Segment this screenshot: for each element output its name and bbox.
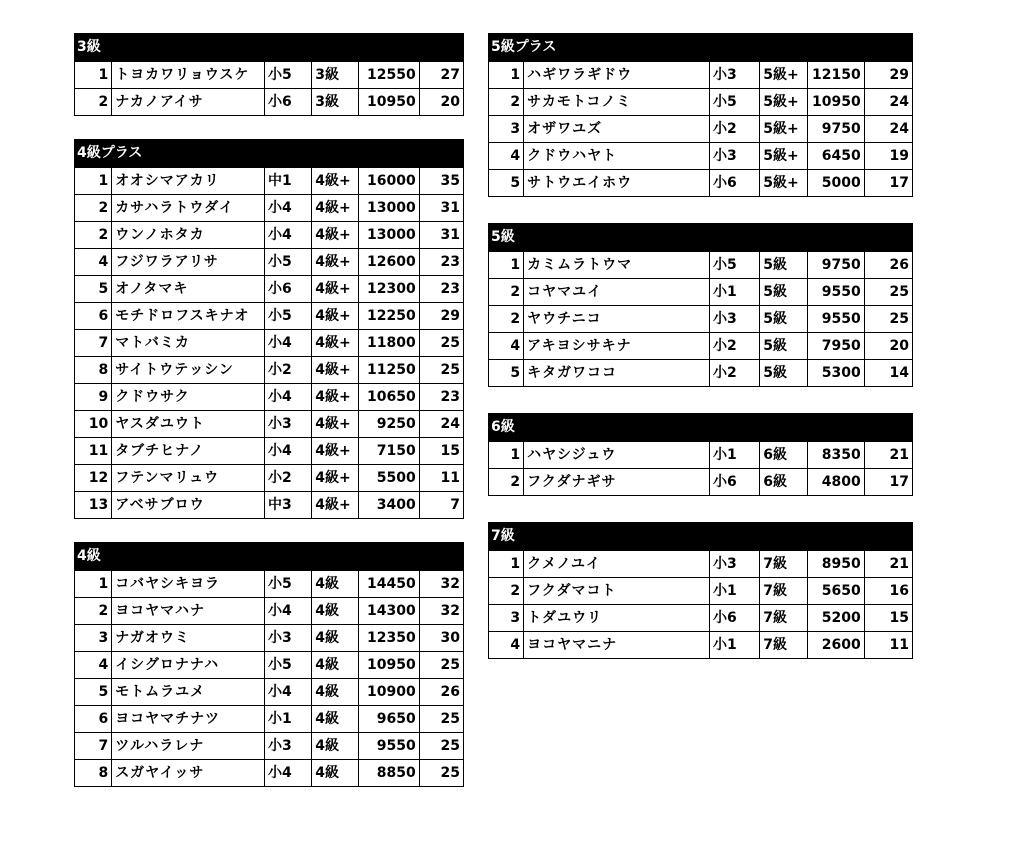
cell-name: フクダナギサ <box>524 469 710 496</box>
table-row <box>489 578 913 605</box>
cell-age: 20 <box>864 333 912 360</box>
table-row <box>489 89 913 116</box>
cell-grade: 小2 <box>710 116 760 143</box>
cell-rank: 7 <box>75 330 112 357</box>
table-row <box>75 62 464 89</box>
table-row <box>75 195 464 222</box>
cell-rank: 8 <box>75 760 112 787</box>
cell-score: 8850 <box>359 760 419 787</box>
cell-score: 10650 <box>359 384 419 411</box>
cell-rank: 1 <box>75 168 112 195</box>
cell-level: 4級 <box>312 652 359 679</box>
cell-score: 10950 <box>359 89 419 116</box>
cell-rank: 12 <box>75 465 112 492</box>
cell-age: 21 <box>864 551 912 578</box>
table-row <box>75 465 464 492</box>
cell-level: 5級 <box>760 306 808 333</box>
cell-level: 3級 <box>312 89 359 116</box>
cell-name: アキヨシサキナ <box>524 333 710 360</box>
cell-age: 25 <box>419 760 463 787</box>
cell-age: 25 <box>864 279 912 306</box>
cell-age: 32 <box>419 571 463 598</box>
cell-rank: 2 <box>75 195 112 222</box>
table-row <box>489 632 913 659</box>
cell-grade: 小6 <box>710 605 760 632</box>
cell-score: 5000 <box>808 170 864 197</box>
cell-rank: 6 <box>75 303 112 330</box>
cell-rank: 1 <box>489 551 524 578</box>
cell-grade: 小3 <box>710 551 760 578</box>
cell-score: 10950 <box>808 89 864 116</box>
cell-grade: 小4 <box>264 222 311 249</box>
cell-name: フジワラアリサ <box>112 249 265 276</box>
cell-age: 24 <box>864 89 912 116</box>
cell-level: 4級+ <box>312 384 359 411</box>
cell-level: 7級 <box>760 632 808 659</box>
cell-name: ツルハラレナ <box>112 733 265 760</box>
ranking-section <box>488 33 913 197</box>
cell-age: 25 <box>419 706 463 733</box>
section-title: 5級 <box>488 223 913 251</box>
table-row <box>75 438 464 465</box>
section-title: 4級 <box>74 542 464 570</box>
cell-name: モトムラユメ <box>112 679 265 706</box>
ranking-table <box>74 570 464 787</box>
cell-age: 35 <box>419 168 463 195</box>
cell-score: 7950 <box>808 333 864 360</box>
cell-score: 2600 <box>808 632 864 659</box>
cell-grade: 小2 <box>710 360 760 387</box>
cell-grade: 小3 <box>264 733 311 760</box>
section-title: 5級プラス <box>488 33 913 61</box>
ranking-table <box>488 251 913 387</box>
cell-rank: 2 <box>489 89 524 116</box>
table-row <box>75 222 464 249</box>
cell-rank: 1 <box>489 442 524 469</box>
cell-rank: 1 <box>75 62 112 89</box>
cell-grade: 小1 <box>710 279 760 306</box>
cell-rank: 13 <box>75 492 112 519</box>
ranking-section <box>74 139 464 519</box>
cell-age: 25 <box>419 652 463 679</box>
cell-rank: 11 <box>75 438 112 465</box>
cell-score: 3400 <box>359 492 419 519</box>
cell-level: 4級 <box>312 706 359 733</box>
cell-name: サイトウテッシン <box>112 357 265 384</box>
cell-age: 15 <box>864 605 912 632</box>
table-row <box>75 625 464 652</box>
cell-grade: 小2 <box>264 465 311 492</box>
cell-grade: 小2 <box>710 333 760 360</box>
table-row <box>489 551 913 578</box>
cell-age: 31 <box>419 195 463 222</box>
section-title: 3級 <box>74 33 464 61</box>
cell-age: 31 <box>419 222 463 249</box>
cell-name: オオシマアカリ <box>112 168 265 195</box>
cell-name: ヨコヤマチナツ <box>112 706 265 733</box>
cell-score: 13000 <box>359 195 419 222</box>
cell-name: タブチヒナノ <box>112 438 265 465</box>
cell-name: アベサブロウ <box>112 492 265 519</box>
cell-name: カミムラトウマ <box>524 252 710 279</box>
cell-rank: 3 <box>489 605 524 632</box>
cell-age: 32 <box>419 598 463 625</box>
table-row <box>75 384 464 411</box>
cell-age: 24 <box>419 411 463 438</box>
cell-rank: 3 <box>75 625 112 652</box>
cell-age: 19 <box>864 143 912 170</box>
cell-score: 12300 <box>359 276 419 303</box>
table-row <box>489 605 913 632</box>
table-row <box>489 116 913 143</box>
cell-level: 4級+ <box>312 492 359 519</box>
cell-age: 25 <box>419 330 463 357</box>
cell-name: クドウサク <box>112 384 265 411</box>
table-row <box>75 598 464 625</box>
table-row <box>75 760 464 787</box>
cell-level: 5級+ <box>760 143 808 170</box>
cell-rank: 1 <box>489 62 524 89</box>
cell-level: 5級 <box>760 279 808 306</box>
table-row <box>75 89 464 116</box>
cell-level: 5級+ <box>760 170 808 197</box>
cell-name: サトウエイホウ <box>524 170 710 197</box>
cell-rank: 8 <box>75 357 112 384</box>
table-row <box>75 706 464 733</box>
cell-rank: 2 <box>75 222 112 249</box>
cell-level: 4級 <box>312 598 359 625</box>
cell-rank: 1 <box>489 252 524 279</box>
cell-name: オノタマキ <box>112 276 265 303</box>
cell-age: 25 <box>864 306 912 333</box>
table-row <box>489 306 913 333</box>
table-row <box>489 170 913 197</box>
ranking-table <box>488 441 913 496</box>
cell-grade: 小6 <box>264 89 311 116</box>
cell-level: 4級+ <box>312 411 359 438</box>
cell-level: 4級+ <box>312 168 359 195</box>
cell-grade: 小1 <box>710 578 760 605</box>
ranking-section <box>488 522 913 659</box>
table-row <box>489 252 913 279</box>
cell-name: モチドロフスキナオ <box>112 303 265 330</box>
cell-rank: 5 <box>75 276 112 303</box>
cell-grade: 小6 <box>710 469 760 496</box>
table-row <box>489 279 913 306</box>
cell-rank: 4 <box>489 143 524 170</box>
cell-age: 17 <box>864 469 912 496</box>
cell-name: クメノユイ <box>524 551 710 578</box>
cell-score: 12250 <box>359 303 419 330</box>
cell-age: 20 <box>419 89 463 116</box>
cell-score: 5500 <box>359 465 419 492</box>
cell-score: 14450 <box>359 571 419 598</box>
right-column <box>488 33 913 685</box>
cell-score: 9750 <box>808 116 864 143</box>
cell-grade: 小4 <box>264 438 311 465</box>
cell-name: クドウハヤト <box>524 143 710 170</box>
cell-score: 12350 <box>359 625 419 652</box>
cell-score: 5300 <box>808 360 864 387</box>
cell-grade: 小3 <box>264 411 311 438</box>
cell-name: トヨカワリョウスケ <box>112 62 265 89</box>
cell-grade: 小4 <box>264 598 311 625</box>
cell-age: 29 <box>864 62 912 89</box>
cell-score: 12550 <box>359 62 419 89</box>
cell-rank: 6 <box>75 706 112 733</box>
cell-level: 4級+ <box>312 222 359 249</box>
cell-grade: 中1 <box>264 168 311 195</box>
cell-level: 4級+ <box>312 438 359 465</box>
cell-score: 4800 <box>808 469 864 496</box>
cell-rank: 5 <box>489 360 524 387</box>
cell-rank: 2 <box>489 306 524 333</box>
cell-level: 4級+ <box>312 195 359 222</box>
table-row <box>75 652 464 679</box>
cell-age: 29 <box>419 303 463 330</box>
cell-name: ハギワラギドウ <box>524 62 710 89</box>
cell-score: 9250 <box>359 411 419 438</box>
ranking-table <box>74 167 464 519</box>
cell-age: 26 <box>864 252 912 279</box>
section-title: 6級 <box>488 413 913 441</box>
cell-score: 10900 <box>359 679 419 706</box>
cell-age: 11 <box>864 632 912 659</box>
cell-level: 6級 <box>760 442 808 469</box>
ranking-section <box>74 33 464 116</box>
cell-name: ハヤシジュウ <box>524 442 710 469</box>
cell-level: 3級 <box>312 62 359 89</box>
cell-score: 9550 <box>808 306 864 333</box>
cell-score: 13000 <box>359 222 419 249</box>
cell-name: ヤウチニコ <box>524 306 710 333</box>
cell-rank: 9 <box>75 384 112 411</box>
cell-name: サカモトコノミ <box>524 89 710 116</box>
table-row <box>75 330 464 357</box>
cell-grade: 小5 <box>264 652 311 679</box>
cell-score: 9550 <box>808 279 864 306</box>
table-row <box>75 249 464 276</box>
cell-level: 4級+ <box>312 303 359 330</box>
cell-score: 9750 <box>808 252 864 279</box>
cell-age: 25 <box>419 357 463 384</box>
cell-level: 4級 <box>312 571 359 598</box>
cell-score: 12150 <box>808 62 864 89</box>
cell-name: コヤマユイ <box>524 279 710 306</box>
cell-grade: 小4 <box>264 195 311 222</box>
ranking-table <box>488 61 913 197</box>
table-row <box>489 143 913 170</box>
cell-score: 14300 <box>359 598 419 625</box>
cell-level: 5級+ <box>760 116 808 143</box>
cell-name: ナガオウミ <box>112 625 265 652</box>
cell-age: 26 <box>419 679 463 706</box>
cell-age: 23 <box>419 276 463 303</box>
cell-rank: 5 <box>75 679 112 706</box>
cell-score: 9650 <box>359 706 419 733</box>
cell-grade: 小6 <box>264 276 311 303</box>
cell-age: 7 <box>419 492 463 519</box>
table-row <box>75 492 464 519</box>
cell-name: フクダマコト <box>524 578 710 605</box>
ranking-section <box>74 542 464 787</box>
cell-age: 17 <box>864 170 912 197</box>
cell-grade: 小4 <box>264 384 311 411</box>
section-title: 7級 <box>488 522 913 550</box>
table-row <box>75 679 464 706</box>
cell-level: 5級+ <box>760 89 808 116</box>
cell-level: 7級 <box>760 605 808 632</box>
cell-rank: 2 <box>75 89 112 116</box>
cell-score: 6450 <box>808 143 864 170</box>
cell-score: 11250 <box>359 357 419 384</box>
cell-rank: 2 <box>489 578 524 605</box>
cell-grade: 小5 <box>264 303 311 330</box>
cell-level: 7級 <box>760 551 808 578</box>
left-column <box>74 33 464 810</box>
cell-rank: 3 <box>489 116 524 143</box>
cell-score: 9550 <box>359 733 419 760</box>
table-row <box>489 442 913 469</box>
cell-age: 14 <box>864 360 912 387</box>
cell-grade: 小1 <box>264 706 311 733</box>
cell-level: 7級 <box>760 578 808 605</box>
table-row <box>75 411 464 438</box>
cell-grade: 小4 <box>264 330 311 357</box>
cell-level: 6級 <box>760 469 808 496</box>
table-row <box>75 733 464 760</box>
cell-level: 4級 <box>312 625 359 652</box>
cell-level: 5級 <box>760 360 808 387</box>
cell-score: 5650 <box>808 578 864 605</box>
cell-level: 4級 <box>312 679 359 706</box>
cell-name: イシグロナナハ <box>112 652 265 679</box>
cell-grade: 小5 <box>264 249 311 276</box>
ranking-section <box>488 223 913 387</box>
cell-rank: 2 <box>75 598 112 625</box>
cell-age: 11 <box>419 465 463 492</box>
cell-level: 4級+ <box>312 330 359 357</box>
cell-score: 7150 <box>359 438 419 465</box>
table-row <box>75 276 464 303</box>
cell-grade: 小5 <box>264 571 311 598</box>
cell-level: 4級 <box>312 760 359 787</box>
table-row <box>75 357 464 384</box>
cell-age: 23 <box>419 384 463 411</box>
cell-score: 11800 <box>359 330 419 357</box>
cell-score: 5200 <box>808 605 864 632</box>
section-title: 4級プラス <box>74 139 464 167</box>
cell-age: 21 <box>864 442 912 469</box>
cell-name: ナカノアイサ <box>112 89 265 116</box>
ranking-table <box>74 61 464 116</box>
cell-grade: 小3 <box>710 62 760 89</box>
cell-rank: 7 <box>75 733 112 760</box>
cell-level: 5級+ <box>760 62 808 89</box>
cell-score: 16000 <box>359 168 419 195</box>
table-row <box>489 469 913 496</box>
cell-name: オザワユズ <box>524 116 710 143</box>
cell-name: ヤスダユウト <box>112 411 265 438</box>
ranking-table <box>488 550 913 659</box>
cell-rank: 4 <box>75 652 112 679</box>
cell-age: 25 <box>419 733 463 760</box>
cell-grade: 中3 <box>264 492 311 519</box>
cell-level: 4級+ <box>312 465 359 492</box>
cell-name: カサハラトウダイ <box>112 195 265 222</box>
cell-grade: 小2 <box>264 357 311 384</box>
cell-grade: 小6 <box>710 170 760 197</box>
cell-age: 15 <box>419 438 463 465</box>
cell-grade: 小4 <box>264 679 311 706</box>
table-row <box>75 571 464 598</box>
cell-name: ヨコヤマハナ <box>112 598 265 625</box>
cell-grade: 小1 <box>710 632 760 659</box>
cell-grade: 小5 <box>710 252 760 279</box>
cell-grade: 小4 <box>264 760 311 787</box>
cell-age: 24 <box>864 116 912 143</box>
ranking-section <box>488 413 913 496</box>
cell-level: 4級+ <box>312 276 359 303</box>
table-row <box>489 360 913 387</box>
cell-name: トダユウリ <box>524 605 710 632</box>
cell-score: 8350 <box>808 442 864 469</box>
cell-level: 5級 <box>760 333 808 360</box>
cell-name: フテンマリュウ <box>112 465 265 492</box>
cell-rank: 4 <box>75 249 112 276</box>
cell-age: 30 <box>419 625 463 652</box>
cell-grade: 小3 <box>710 143 760 170</box>
cell-level: 4級 <box>312 733 359 760</box>
cell-age: 23 <box>419 249 463 276</box>
cell-name: ウンノホタカ <box>112 222 265 249</box>
cell-rank: 5 <box>489 170 524 197</box>
cell-name: コバヤシキヨラ <box>112 571 265 598</box>
cell-level: 4級+ <box>312 249 359 276</box>
cell-grade: 小5 <box>264 62 311 89</box>
cell-age: 27 <box>419 62 463 89</box>
cell-name: キタガワココ <box>524 360 710 387</box>
table-row <box>75 168 464 195</box>
cell-level: 5級 <box>760 252 808 279</box>
cell-score: 10950 <box>359 652 419 679</box>
cell-grade: 小1 <box>710 442 760 469</box>
table-row <box>489 62 913 89</box>
cell-name: マトバミカ <box>112 330 265 357</box>
cell-score: 12600 <box>359 249 419 276</box>
cell-grade: 小5 <box>710 89 760 116</box>
cell-rank: 1 <box>75 571 112 598</box>
cell-grade: 小3 <box>264 625 311 652</box>
cell-rank: 2 <box>489 279 524 306</box>
cell-age: 16 <box>864 578 912 605</box>
cell-rank: 2 <box>489 469 524 496</box>
cell-rank: 4 <box>489 333 524 360</box>
cell-name: ヨコヤマニナ <box>524 632 710 659</box>
table-row <box>75 303 464 330</box>
cell-name: スガヤイッサ <box>112 760 265 787</box>
cell-grade: 小3 <box>710 306 760 333</box>
cell-rank: 10 <box>75 411 112 438</box>
table-row <box>489 333 913 360</box>
cell-level: 4級+ <box>312 357 359 384</box>
cell-score: 8950 <box>808 551 864 578</box>
cell-rank: 4 <box>489 632 524 659</box>
